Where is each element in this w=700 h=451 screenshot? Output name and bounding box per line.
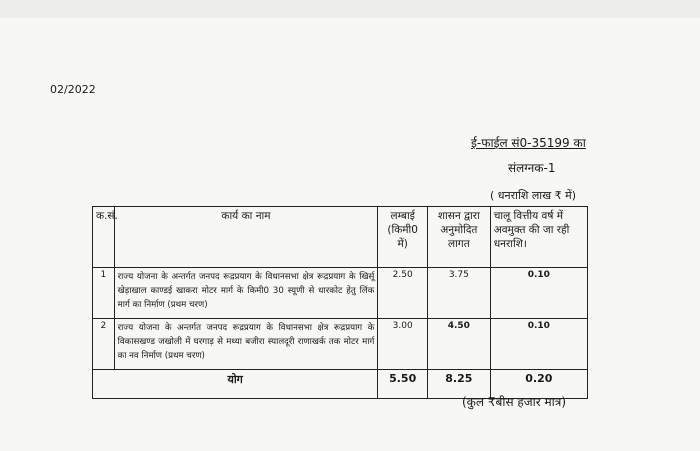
col-header-cost: शासन द्वारा अनुमोदित लागत [428,207,491,268]
row-work-name: राज्य योजना के अन्तर्गत जनपद रूद्रप्रयाग के विधानसभा क्षेत्र रूद्रप्रयाग के खिर्सू खेड़ाखाल काण्डई खाकरा मोटर मार्ग के किमी0 30 स्यूणी से धारकोट हेतु लिंक मार्ग का निर्माण (प्रथम चरण) [114,268,378,319]
total-in-words: (कुल ₹बीस हजार मात्र) [462,395,567,409]
total-release: 0.20 [490,370,587,399]
works-table [92,206,588,399]
col-header-name: कार्य का नाम [114,207,378,268]
row-sn: 2 [93,319,115,370]
col-header-length: लम्बाई (किमी0 में) [378,207,428,268]
total-length: 5.50 [378,370,428,399]
col-header-sn: क.सं. [93,207,115,268]
row-release: 0.10 [490,319,587,370]
row-cost: 4.50 [428,319,491,370]
col-header-release: चालू वित्तीय वर्ष में अवमुक्त की जा रही धनराशि। [490,207,587,268]
total-label: योग [93,370,378,399]
row-cost: 3.75 [428,268,491,319]
row-work-name: राज्य योजना के अन्तर्गत जनपद रूद्रप्रयाग के विधानसभा क्षेत्र रूद्रप्रयाग के विकासखण्ड जखोली में घरगाड़ से मथ्या बजीरा स्यालदूरी राणाखर्क तक मोटर मार्ग का नव निर्माण (प्रथम चरण) [114,319,378,370]
annexure-label: संलग्नक-1 [508,161,556,175]
amount-unit-note: ( धनराशि लाख ₹ में) [490,189,576,202]
top-band [0,0,700,18]
row-length: 2.50 [378,268,428,319]
efile-number: ई-फाईल सं0-35199 का [471,136,586,150]
date-fragment: 02/2022 [50,83,96,96]
total-cost: 8.25 [428,370,491,399]
table-header-row [93,207,588,268]
row-sn: 1 [93,268,115,319]
table-row [93,268,588,319]
row-release: 0.10 [490,268,587,319]
table-row [93,319,588,370]
row-length: 3.00 [378,319,428,370]
